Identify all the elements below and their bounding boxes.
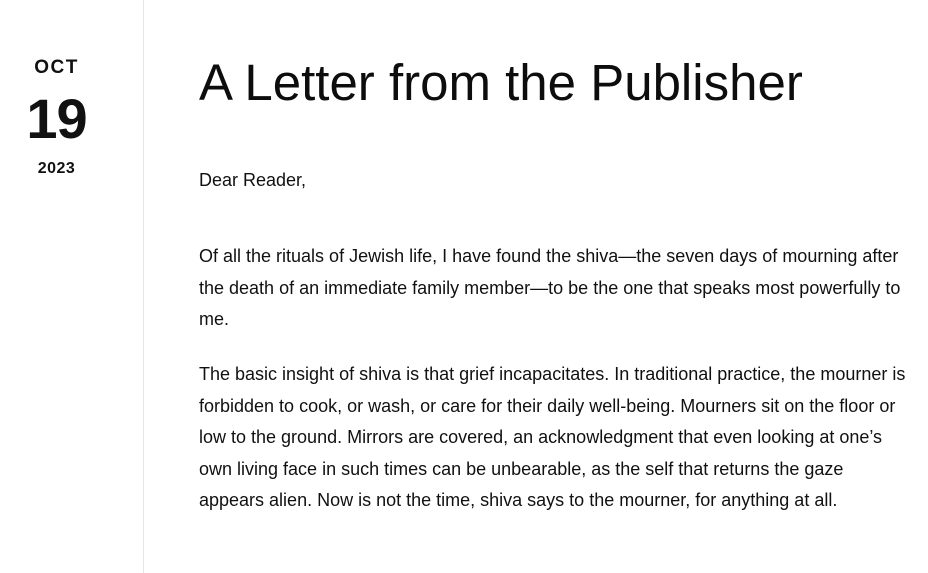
post-date-month: OCT [34, 57, 79, 78]
article-paragraph: The basic insight of shiva is that grief incapacitates. In traditional practice, the mourner is forbidden to cook, or wash, or care for their daily well-being. Mourners sit on the floor or low to the ground. Mirrors are covered, an acknowledgment that even looking at one’s own living face in such times can be unbearable, as the self that returns the gaze appears alien. Now is not the time, shiva says to the mourner, for anything at all. [199, 364, 906, 511]
post-date-day: 19 [26, 87, 87, 150]
post-date-year: 2023 [37, 160, 76, 177]
post-date-column [0, 0, 144, 573]
article-title: A Letter from the Publisher [199, 54, 803, 111]
article-paragraph: Of all the rituals of Jewish life, I have found the shiva—the seven days of mourning after the death of an immediate family member—to be the one that speaks most powerfully to me. [199, 246, 901, 330]
article-salutation: Dear Reader, [199, 170, 307, 190]
